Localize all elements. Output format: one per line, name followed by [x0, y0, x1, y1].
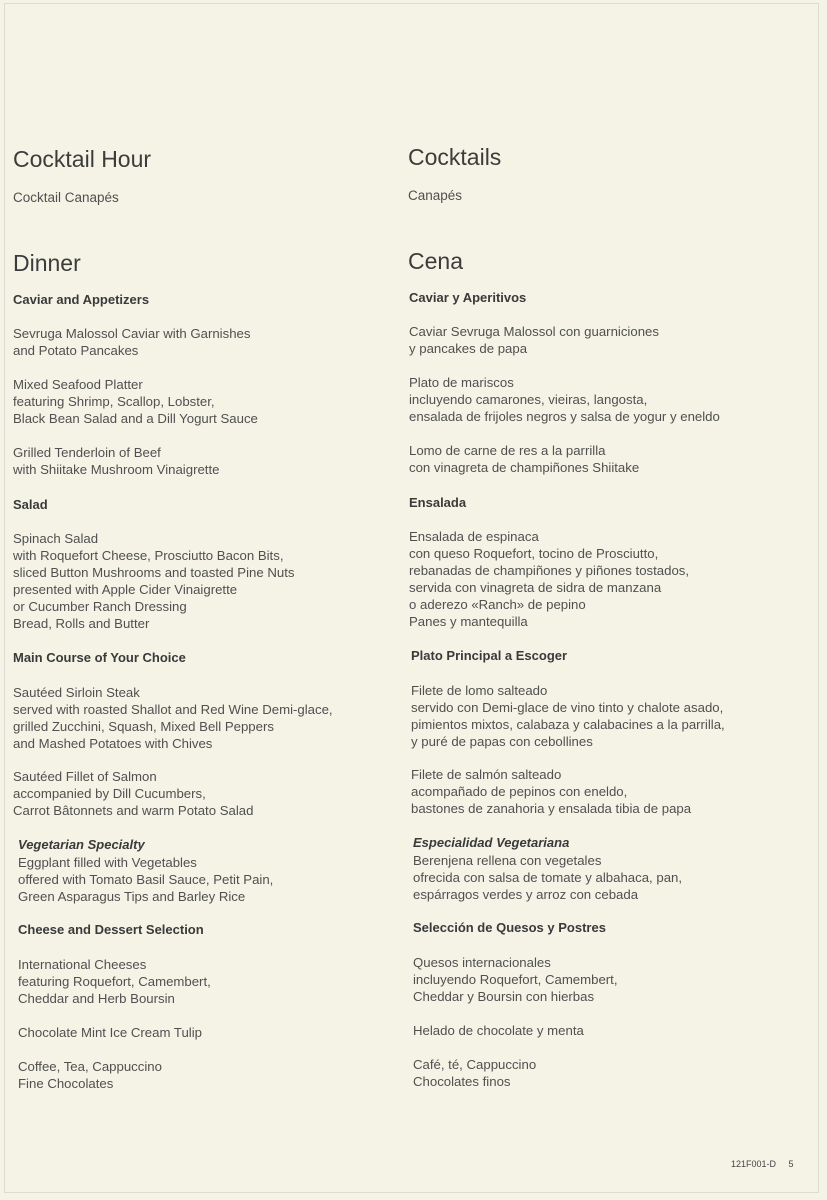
menu-line: or Cucumber Ranch Dressing	[13, 599, 187, 614]
menu-line: Coffee, Tea, Cappuccino	[18, 1059, 162, 1074]
menu-line: Sevruga Malossol Caviar with Garnishes	[13, 326, 251, 341]
menu-line: Café, té, Cappuccino	[413, 1057, 537, 1072]
menu-line: bastones de zanahoria y ensalada tibia de papa	[411, 801, 692, 816]
menu-line: Black Bean Salad and a Dill Yogurt Sauce	[13, 411, 258, 426]
menu-line: International Cheeses	[18, 957, 147, 972]
menu-line: ofrecida con salsa de tomate y albahaca, pan,	[413, 870, 683, 885]
menu-line: con queso Roquefort, tocino de Prosciutto,	[409, 546, 659, 561]
menu-line: Filete de lomo salteado	[411, 683, 548, 698]
canapes-subtitle: Canapés	[408, 188, 463, 203]
cocktail-subtitle: Cocktail Canapés	[13, 190, 119, 205]
menu-line: and Potato Pancakes	[13, 343, 139, 358]
menu-line: incluyendo Roquefort, Camembert,	[413, 972, 618, 987]
menu-line: Chocolate Mint Ice Cream Tulip	[18, 1025, 202, 1040]
menu-line: pimientos mixtos, calabaza y calabacines a la parrilla,	[411, 717, 725, 732]
menu-line: with Roquefort Cheese, Prosciutto Bacon Bits,	[13, 548, 284, 563]
menu-line: servida con vinagreta de sidra de manzana	[409, 580, 662, 595]
section-title-main-course: Main Course of Your Choice	[13, 650, 186, 665]
section-title-vegetarian: Vegetarian Specialty	[18, 837, 145, 852]
menu-line: servido con Demi-glace de vino tinto y chalote asado,	[411, 700, 724, 715]
menu-line: Cheddar and Herb Boursin	[18, 991, 175, 1006]
section-title-especialidad: Especialidad Vegetariana	[413, 835, 570, 850]
menu-line: Filete de salmón salteado	[411, 767, 562, 782]
menu-line: and Mashed Potatoes with Chives	[13, 736, 213, 751]
menu-line: presented with Apple Cider Vinaigrette	[13, 582, 238, 597]
menu-line: con vinagreta de champiñones Shiitake	[409, 460, 640, 475]
section-title-plato-principal: Plato Principal a Escoger	[411, 648, 568, 663]
menu-line: y pancakes de papa	[409, 341, 528, 356]
menu-line: sliced Button Mushrooms and toasted Pine Nuts	[13, 565, 295, 580]
menu-line: rebanadas de champiñones y piñones tostados,	[409, 563, 690, 578]
cocktail-hour-heading: Cocktail Hour	[13, 146, 152, 172]
menu-line: y puré de papas con cebollines	[411, 734, 593, 749]
menu-line: Plato de mariscos	[409, 375, 514, 390]
menu-line: ensalada de frijoles negros y salsa de yogur y eneldo	[409, 409, 720, 424]
document-code: 121F001-D	[731, 1159, 777, 1169]
section-title-quesos-postres: Selección de Quesos y Postres	[413, 920, 606, 935]
menu-line: offered with Tomato Basil Sauce, Petit Pain,	[18, 872, 274, 887]
menu-line: Mixed Seafood Platter	[13, 377, 143, 392]
menu-line: Caviar Sevruga Malossol con guarniciones	[409, 324, 659, 339]
section-title-aperitivos: Caviar y Aperitivos	[409, 290, 527, 305]
menu-line: featuring Roquefort, Camembert,	[18, 974, 211, 989]
menu-line: Ensalada de espinaca	[409, 529, 539, 544]
menu-line: Quesos internacionales	[413, 955, 551, 970]
menu-line: Spinach Salad	[13, 531, 99, 546]
menu-line: Cheddar y Boursin con hierbas	[413, 989, 595, 1004]
section-title-cheese-dessert: Cheese and Dessert Selection	[18, 922, 204, 937]
menu-line: accompanied by Dill Cucumbers,	[13, 786, 206, 801]
menu-line: grilled Zucchini, Squash, Mixed Bell Peppers	[13, 719, 274, 734]
dinner-heading: Dinner	[13, 250, 81, 276]
menu-line: served with roasted Shallot and Red Wine Demi-glace,	[13, 702, 333, 717]
menu-line: Helado de chocolate y menta	[413, 1023, 584, 1038]
menu-line: Sautéed Fillet of Salmon	[13, 769, 157, 784]
section-title-ensalada: Ensalada	[409, 495, 467, 510]
menu-line: Green Asparagus Tips and Barley Rice	[18, 889, 246, 904]
menu-line: Bread, Rolls and Butter	[13, 616, 150, 631]
section-title-salad: Salad	[13, 497, 48, 512]
menu-line: acompañado de pepinos con eneldo,	[411, 784, 628, 799]
menu-line: Eggplant filled with Vegetables	[18, 855, 197, 870]
menu-line: Chocolates finos	[413, 1074, 511, 1089]
menu-line: Berenjena rellena con vegetales	[413, 853, 602, 868]
menu-line: o aderezo «Ranch» de pepino	[409, 597, 586, 612]
cena-heading: Cena	[408, 248, 463, 274]
page-footer	[731, 1159, 794, 1169]
menu-line: Sautéed Sirloin Steak	[13, 685, 140, 700]
menu-line: with Shiitake Mushroom Vinaigrette	[13, 462, 220, 477]
menu-line: featuring Shrimp, Scallop, Lobster,	[13, 394, 215, 409]
menu-line: espárragos verdes y arroz con cebada	[413, 887, 639, 902]
menu-line: incluyendo camarones, vieiras, langosta,	[409, 392, 648, 407]
section-title-appetizers: Caviar and Appetizers	[13, 292, 150, 307]
menu-line: Lomo de carne de res a la parrilla	[409, 443, 606, 458]
menu-line: Carrot Bâtonnets and warm Potato Salad	[13, 803, 254, 818]
page-number: 5	[788, 1159, 794, 1169]
menu-line: Fine Chocolates	[18, 1076, 114, 1091]
menu-line: Grilled Tenderloin of Beef	[13, 445, 161, 460]
cocktails-heading: Cocktails	[408, 144, 502, 170]
menu-line: Panes y mantequilla	[409, 614, 528, 629]
